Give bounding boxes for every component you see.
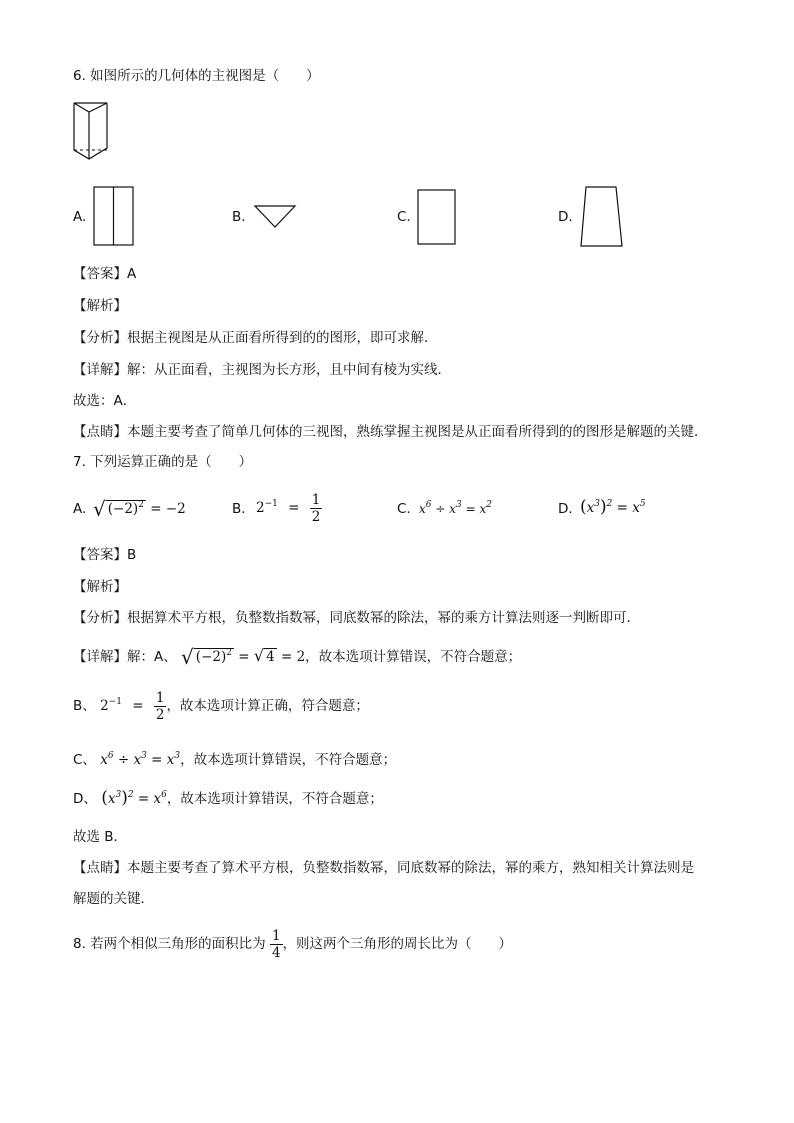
q7-detail-d-math: $(x^3)^2 = x^6$ [101,788,167,808]
q7-dianjing-line2: 解题的关键． [73,891,154,907]
q7-detail-a-math: √ $(-2)^2$ = √ 4 = 2 [181,645,306,669]
q6-answer: 【答案】A [73,266,137,282]
q6-option-a-label[interactable]: A. [73,209,87,225]
q6-option-d-label[interactable]: D. [558,209,573,225]
q6-analysis-heading: 【解析】 [73,298,127,314]
q6-option-b-figure [252,203,298,231]
q7-detail-c-math: $x^6 \div x^3 = x^3$ [100,751,181,768]
triangular-prism-figure [70,98,112,164]
q6-option-c-label[interactable]: C. [397,209,411,225]
q6-fenxi: 【分析】根据主视图是从正面看所得到的的图形，即可求解． [73,330,438,346]
q7-option-b-label[interactable]: B. [232,501,246,517]
q7-option-d-label[interactable]: D. [558,501,573,517]
q7-analysis-heading: 【解析】 [73,579,127,595]
q7-option-d-expr: $(x^3)^2 = x^5$ [580,497,646,517]
q6-dianjing: 【点睛】本题主要考查了简单几何体的三视图，熟练掌握主视图是从正面看所得到的的图形是解题的关键． [73,424,708,440]
q7-dianjing-line1: 【点睛】本题主要考查了算术平方根，负整数指数幂，同底数幂的除法，幂的乘方，熟知相关计算法则是 [73,860,694,876]
q7-option-b-expr: $2^{-1}$ = $\frac{1}{2}$ [256,492,321,525]
q7-answer: 【答案】B [73,547,137,563]
q7-fenxi: 【分析】根据算术平方根，负整数指数幂，同底数幂的除法，幂的乘方计算法则逐一判断即可． [73,610,640,626]
q6-option-b-label[interactable]: B. [232,209,246,225]
q7-option-a-label[interactable]: A. [73,501,87,517]
q7-option-c-expr: $x^6 \div x^3 = x^2$ [419,500,492,516]
fraction-one-quarter: $\frac{1}{4}$ [271,927,281,961]
q6-option-c-figure [415,187,459,247]
q7-stem: 7. 下列运算正确的是（ ） [73,454,253,470]
q6-option-a-figure [92,185,136,249]
q7-detail-b: B、 $2^{-1}$ = $\frac{1}{2}$ ，故本选项计算正确，符合题意； [73,690,369,723]
q7-detail-c: C、 $x^6 \div x^3 = x^3$，故本选项计算错误，不符合题意； [73,751,397,768]
sqrt-body: $(-2)^2$ [107,500,144,517]
q6-option-d-figure [578,184,626,250]
q6-xiangjie: 【详解】解：从正面看，主视图为长方形，且中间有棱为实线． [73,362,451,378]
q7-option-c-label[interactable]: C. [397,501,411,517]
fraction-one-half: $\frac{1}{2}$ [311,492,321,525]
q8-stem: 8. 若两个相似三角形的面积比为 $\frac{1}{4}$ ，则这两个三角形的周长比为（ ） [73,927,513,961]
q7-detail-a: 【详解】解：A、 √ $(-2)^2$ = √ 4 = 2，故本选项计算错误，不符合题意； [73,645,522,669]
q7-option-a-expr: √ $(-2)^2 = -2$ [93,497,186,521]
q7-guxuan: 故选 B． [73,829,128,845]
sqrt-sign: √ [93,497,106,521]
q7-detail-b-math: $2^{-1}$ = $\frac{1}{2}$ [100,690,165,723]
q7-detail-d: D、 $(x^3)^2 = x^6$，故本选项计算错误，不符合题意； [73,788,383,808]
q6-guxuan: 故选：A． [73,393,137,409]
q6-stem: 6. 如图所示的几何体的主视图是（ ） [73,68,320,84]
